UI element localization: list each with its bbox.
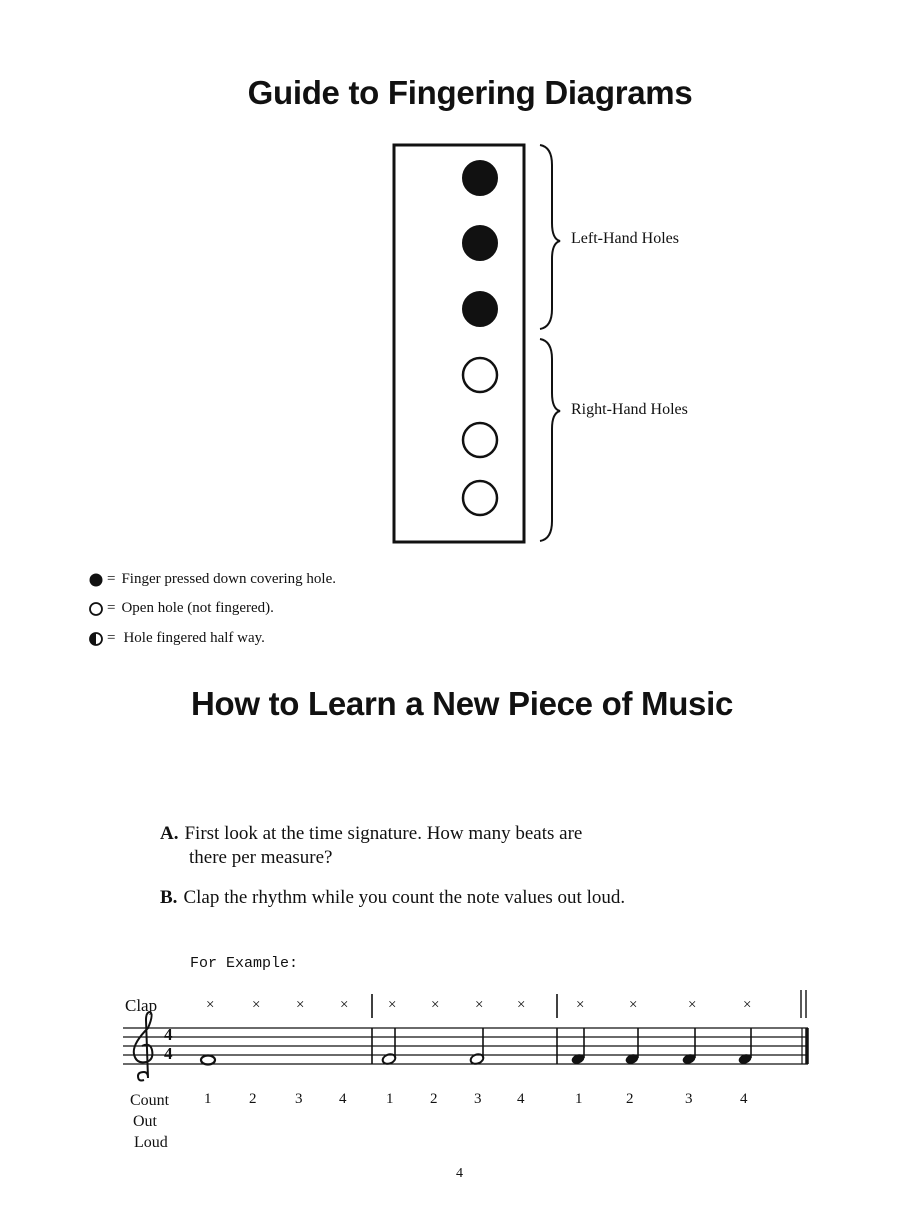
step-letter: A. <box>160 823 179 844</box>
count-number: 2 <box>249 1091 257 1107</box>
count-number: 2 <box>626 1091 634 1107</box>
clap-mark: × <box>475 997 484 1013</box>
count-number: 4 <box>339 1091 347 1107</box>
left-hand-brace <box>540 145 560 329</box>
count-number: 4 <box>740 1091 748 1107</box>
count-number: 3 <box>685 1091 693 1107</box>
hole-4-open <box>463 358 497 392</box>
legend-covered <box>88 571 336 588</box>
clap-label: Clap <box>125 996 158 1015</box>
step-b <box>160 886 625 910</box>
count-number: 3 <box>295 1091 303 1107</box>
hole-6-open <box>463 481 497 515</box>
fingering-diagram <box>380 135 740 555</box>
hole-5-open <box>463 423 497 457</box>
quarter-note <box>624 1028 639 1065</box>
half-note <box>469 1028 484 1065</box>
hole-2-covered <box>463 226 497 260</box>
clap-mark: × <box>576 997 585 1013</box>
legend-equals: = <box>107 571 116 587</box>
fingering-guide-title: Guide to Fingering Diagrams <box>247 74 693 111</box>
time-signature-bottom: 4 <box>164 1044 173 1063</box>
example-label: For Example: <box>190 955 299 972</box>
open-circle-icon <box>88 601 104 617</box>
clap-mark: × <box>206 997 215 1013</box>
quarter-note <box>570 1028 585 1065</box>
step-text: Clap the rhythm while you count the note values out loud. <box>183 887 626 908</box>
legend-open <box>88 600 274 617</box>
count-number: 2 <box>430 1091 438 1107</box>
count-label-line: Loud <box>134 1134 168 1151</box>
count-label-line: Out <box>133 1113 157 1130</box>
music-staff <box>118 990 818 1090</box>
hole-1-covered <box>463 161 497 195</box>
legend-equals: = <box>107 630 116 646</box>
legend-equals: = <box>107 600 116 616</box>
count-number: 1 <box>575 1091 583 1107</box>
clap-mark: × <box>517 997 526 1013</box>
count-number: 1 <box>204 1091 212 1107</box>
clap-mark: × <box>743 997 752 1013</box>
hole-3-covered <box>463 292 497 326</box>
clap-mark: × <box>629 997 638 1013</box>
clap-mark: × <box>252 997 261 1013</box>
clap-mark: × <box>388 997 397 1013</box>
legend-text: Open hole (not fingered). <box>121 600 274 616</box>
filled-circle-icon <box>88 572 104 588</box>
step-text-continued: there per measure? <box>189 847 333 868</box>
count-out-loud-label <box>130 1090 169 1153</box>
step-letter: B. <box>160 887 178 908</box>
clap-mark: × <box>688 997 697 1013</box>
count-number: 3 <box>474 1091 482 1107</box>
learn-music-title: How to Learn a New Piece of Music <box>190 685 734 722</box>
legend-text: Finger pressed down covering hole. <box>121 571 337 587</box>
whole-note <box>201 1056 215 1065</box>
legend-half <box>88 630 265 647</box>
staff-lines <box>123 1028 808 1064</box>
clap-mark: × <box>296 997 305 1013</box>
quarter-note <box>737 1028 752 1065</box>
count-label-line: Count <box>130 1092 170 1109</box>
half-note <box>381 1028 396 1065</box>
clap-mark: × <box>431 997 440 1013</box>
time-signature-top: 4 <box>164 1025 173 1044</box>
count-number: 1 <box>386 1091 394 1107</box>
clap-mark: × <box>340 997 349 1013</box>
page-number: 4 <box>456 1166 463 1181</box>
quarter-note <box>681 1028 696 1065</box>
right-hand-brace <box>540 339 560 541</box>
left-hand-holes-label: Left-Hand Holes <box>571 230 679 247</box>
step-text: First look at the time signature. How many beats are <box>184 823 583 844</box>
step-a <box>160 822 582 870</box>
half-circle-icon <box>88 631 104 647</box>
right-hand-holes-label: Right-Hand Holes <box>571 401 688 418</box>
legend-text: Hole fingered half way. <box>123 630 265 646</box>
count-number: 4 <box>517 1091 525 1107</box>
instrument-body-outline <box>394 145 524 542</box>
